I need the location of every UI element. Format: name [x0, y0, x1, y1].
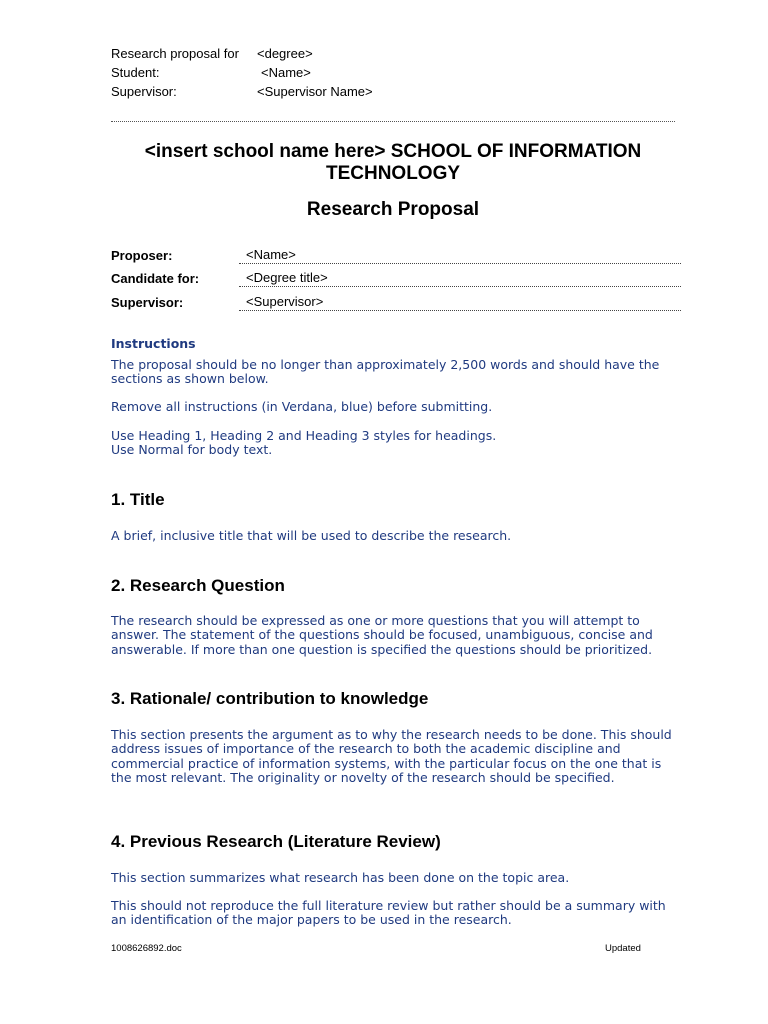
header-proposal-label: Research proposal for: [111, 46, 239, 61]
section-heading-title: 1. Title: [111, 490, 165, 509]
section-heading-research-question: 2. Research Question: [111, 576, 285, 595]
header-supervisor-value: <Supervisor Name>: [257, 84, 373, 99]
header-student-line: [111, 65, 311, 81]
header-student-label: Student:: [111, 65, 160, 80]
instructions-styles-line2: Use Normal for body text.: [111, 442, 273, 458]
document-title: Research Proposal: [306, 199, 480, 220]
section-body-rationale: This section presents the argument as to why the research needs to be done. This should address issues of importance of the research to both the academic discipline and commercial practice of information systems, with the particular focus on the one that is the most relevant. The originality or novelty of the research should be specified.: [111, 727, 672, 785]
supervisor-label: Supervisor:: [111, 295, 184, 310]
header-divider: [111, 121, 675, 122]
info-row-candidate: [111, 268, 681, 291]
header-proposal-line: [111, 46, 313, 62]
school-title: <insert school name here> SCHOOL OF INFORMATION TECHNOLOGY: [144, 141, 642, 184]
section-body-research-question: The research should be expressed as one or more questions that you will attempt to answer. The statement of the questions should be focused, unambiguous, concise and answerable. If more than one question is specified the questions should be prioritized.: [111, 613, 653, 657]
header-supervisor-label: Supervisor:: [111, 84, 177, 99]
supervisor-value: <Supervisor>: [239, 292, 681, 311]
header-student-value: <Name>: [261, 65, 311, 80]
footer-filename: 1008626892.doc: [111, 943, 182, 954]
section-body-previous-research-summary: This should not reproduce the full literature review but rather should be a summary with an identification of the major papers to be used in the research.: [111, 898, 666, 928]
header-proposal-value: <degree>: [257, 46, 313, 61]
footer-updated: Updated: [605, 943, 641, 954]
info-row-proposer: [111, 245, 681, 268]
section-body-previous-research: This section summarizes what research has been done on the topic area.: [111, 870, 570, 885]
header-supervisor-line: [111, 84, 373, 100]
instructions-paragraph-styles: [111, 429, 677, 458]
proposer-label: Proposer:: [111, 248, 173, 263]
info-row-supervisor: [111, 292, 681, 315]
section-body-title: A brief, inclusive title that will be used to describe the research.: [111, 528, 512, 543]
candidate-label: Candidate for:: [111, 271, 200, 286]
instructions-styles-line1: Use Heading 1, Heading 2 and Heading 3 styles for headings.: [111, 428, 497, 443]
section-heading-previous-research: 4. Previous Research (Literature Review): [111, 832, 441, 851]
instructions-paragraph-length: The proposal should be no longer than approximately 2,500 words and should have the sections as shown below.: [111, 357, 660, 387]
proposer-value: <Name>: [239, 245, 681, 264]
candidate-value: <Degree title>: [239, 268, 681, 287]
instructions-heading: Instructions: [111, 336, 196, 351]
section-heading-rationale: 3. Rationale/ contribution to knowledge: [111, 689, 429, 708]
instructions-paragraph-remove: Remove all instructions (in Verdana, blue) before submitting.: [111, 399, 493, 414]
